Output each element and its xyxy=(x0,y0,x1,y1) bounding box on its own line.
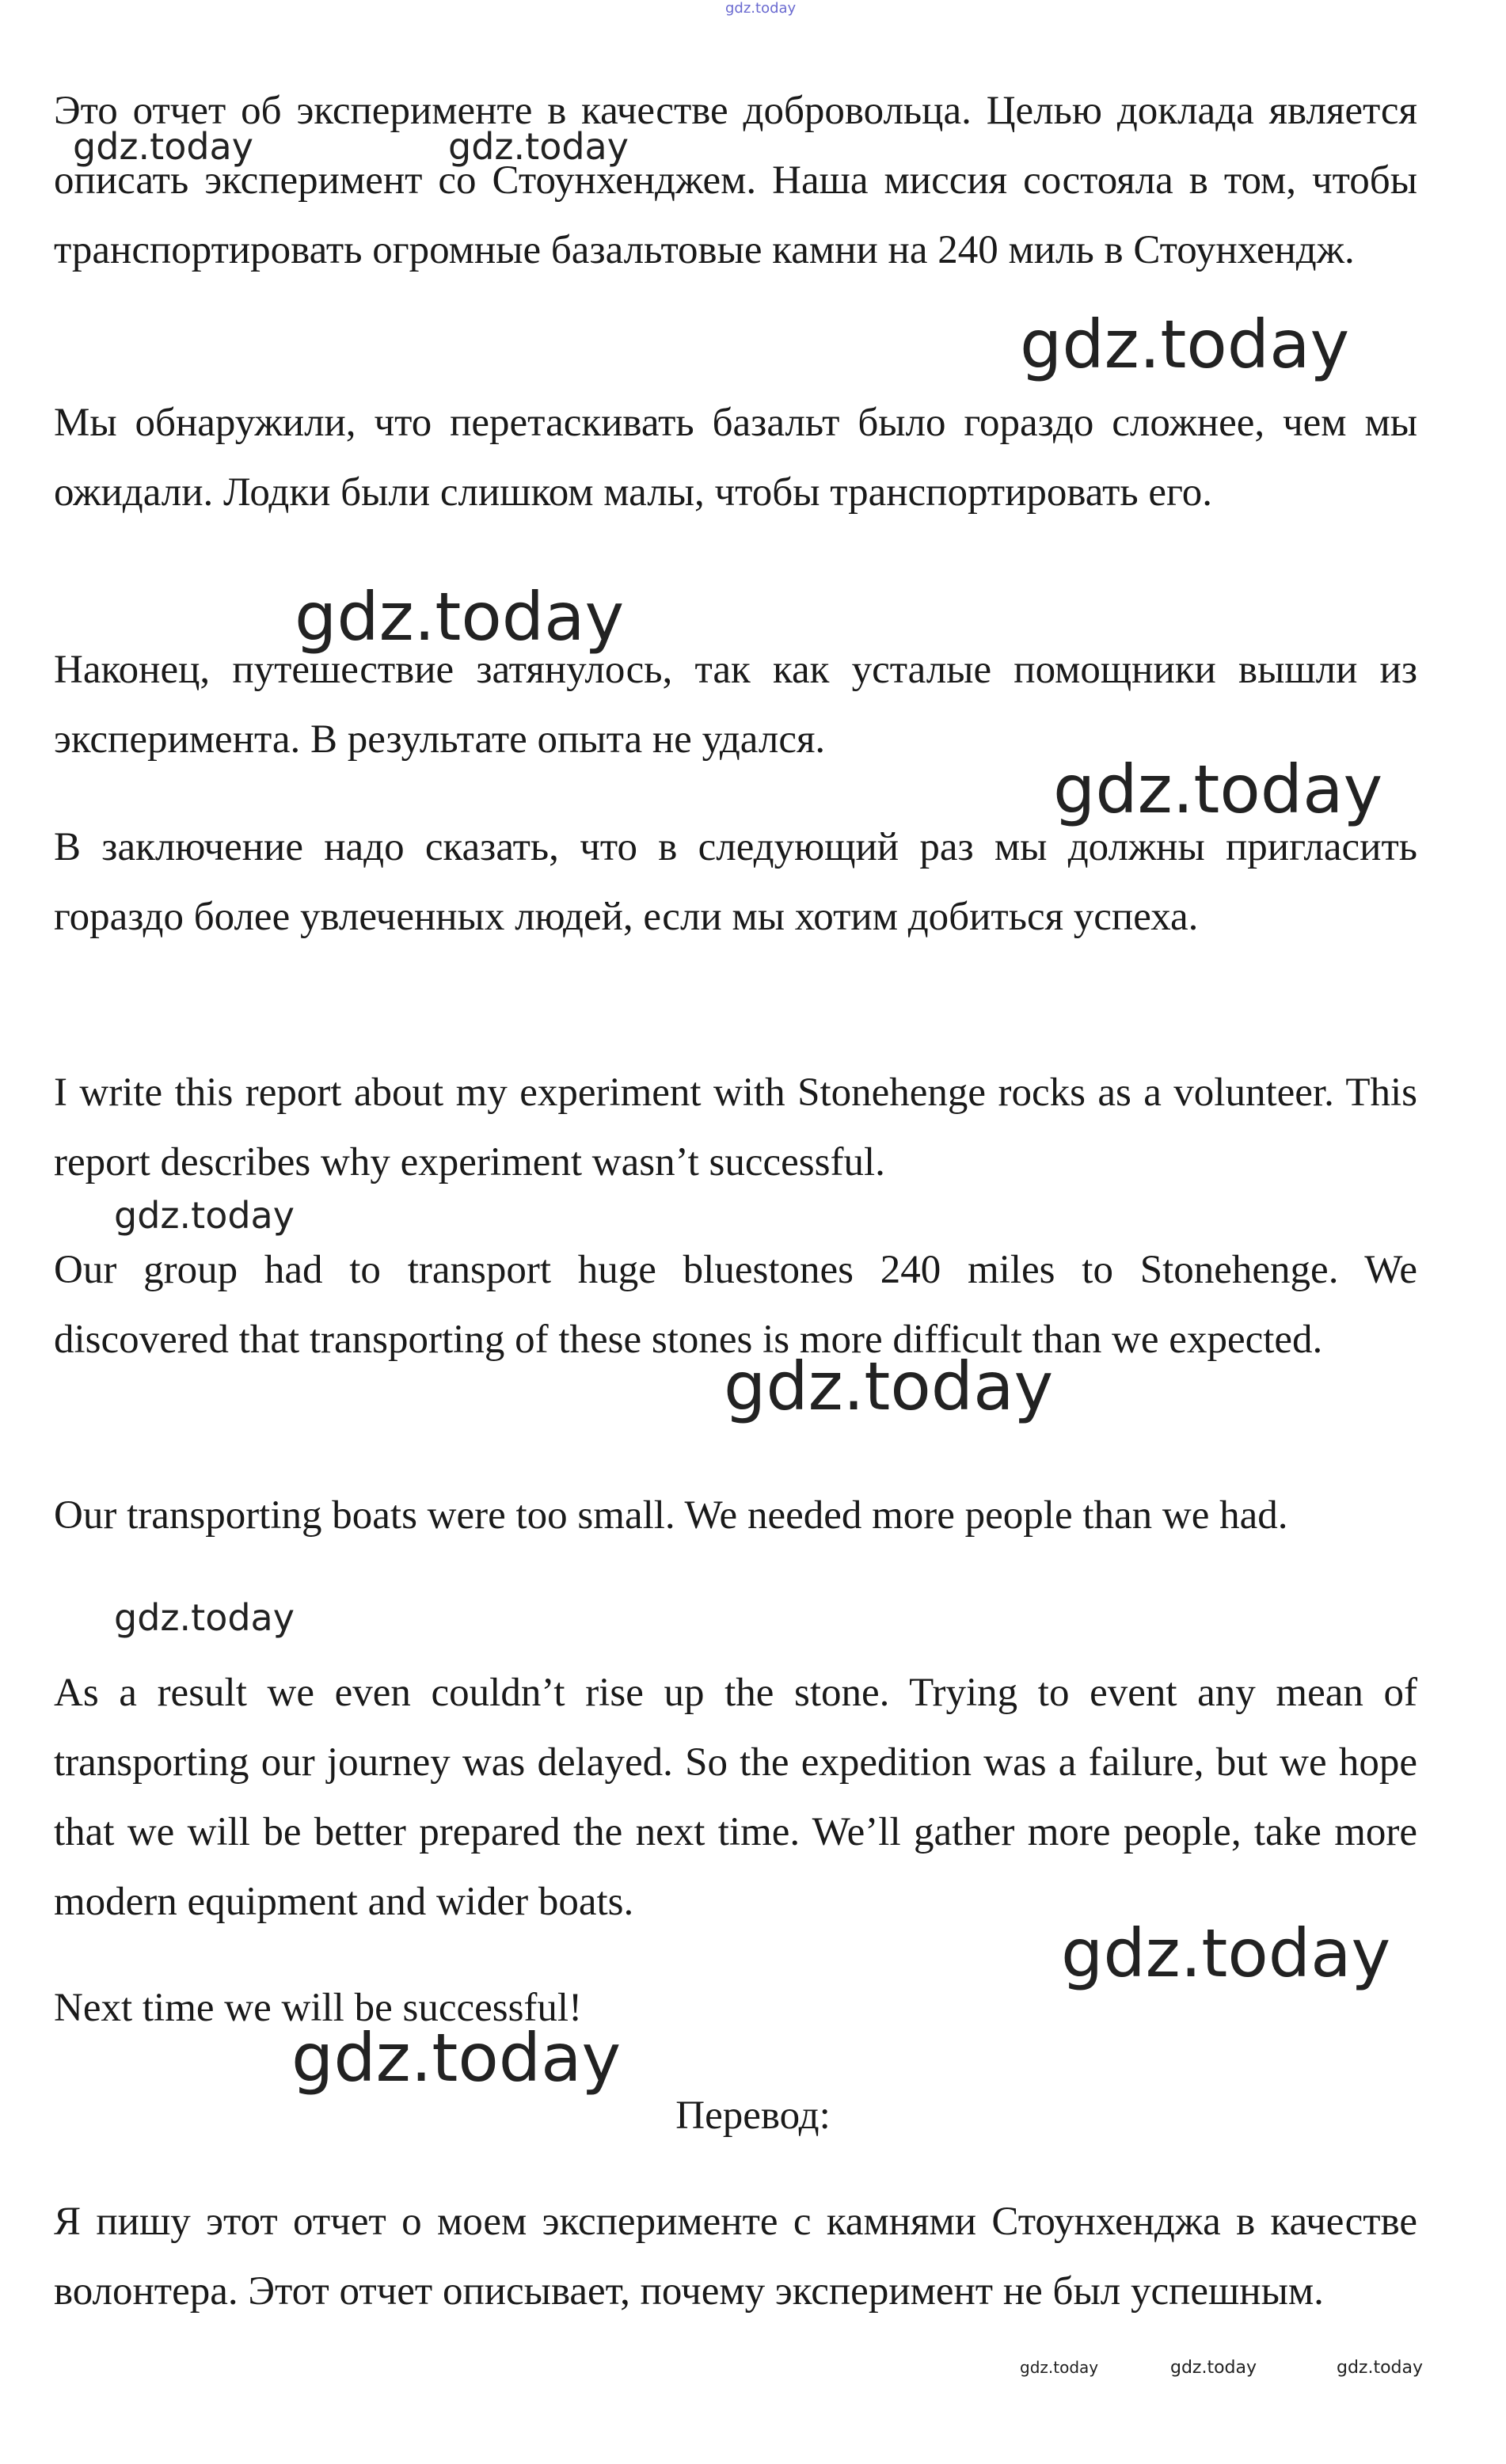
paragraph-9: Next time we will be successful! xyxy=(54,1986,583,2030)
watermark-top: gdz.today xyxy=(725,0,797,17)
paragraph-10: Я пишу этот отчет о моем эксперименте с камнями Стоунхенджа в качестве волонтера. Этот отчет описывает, почему эксперимент не был успешным. xyxy=(54,2200,1417,2314)
paragraph-7: Our transporting boats were too small. We needed more people than we had. xyxy=(54,1493,1288,1538)
watermark: gdz.today xyxy=(1020,2358,1099,2377)
watermark: gdz.today xyxy=(114,1194,295,1237)
paragraph-6: Our group had to transport huge bluestones 240 miles to Stonehenge. We discovered that transporting of these stones is more difficult than we expected. xyxy=(54,1248,1417,1362)
watermark: gdz.today xyxy=(295,578,625,656)
paragraph-2: Мы обнаружили, что перетаскивать базальт было гораздо сложнее, чем мы ожидали. Лодки были слишком малы, чтобы транспортировать его. xyxy=(54,401,1417,515)
watermark: gdz.today xyxy=(1053,751,1383,828)
paragraph-3: Наконец, путешествие затянулось, так как усталые помощники вышли из эксперимента. В результате опыта не удался. xyxy=(54,648,1417,762)
watermark: gdz.today xyxy=(1061,1915,1391,1992)
watermark: gdz.today xyxy=(114,1596,295,1639)
watermark: gdz.today xyxy=(724,1348,1054,1425)
watermark: gdz.today xyxy=(73,125,253,168)
paragraph-1: Это отчет об эксперименте в качестве добровольца. Целью доклада является описать эксперимент со Стоунхенджем. Наша миссия состояла в том, чтобы транспортировать огромные базальтовые камни на 240 миль в Стоунхендж. xyxy=(54,89,1417,272)
watermark: gdz.today xyxy=(1170,2358,1257,2378)
paragraph-5: I write this report about my experiment with Stonehenge rocks as a volunteer. This report describes why experiment wasn’t successful. xyxy=(54,1070,1417,1184)
watermark: gdz.today xyxy=(448,125,629,168)
paragraph-4: В заключение надо сказать, что в следующий раз мы должны пригласить гораздо более увлеченных людей, если мы хотим добиться успеха. xyxy=(54,825,1417,939)
watermark: gdz.today xyxy=(1337,2358,1424,2378)
translation-heading: Перевод: xyxy=(675,2093,831,2138)
watermark: gdz.today xyxy=(1020,306,1350,383)
paragraph-8: As a result we even couldn’t rise up the stone. Trying to event any mean of transporting our journey was delayed. So the expedition was a failure, but we hope that we will be better prepared the next time. We’ll gather more people, take more modern equipment and wider boats. xyxy=(54,1671,1417,1924)
watermark: gdz.today xyxy=(291,2019,622,2097)
